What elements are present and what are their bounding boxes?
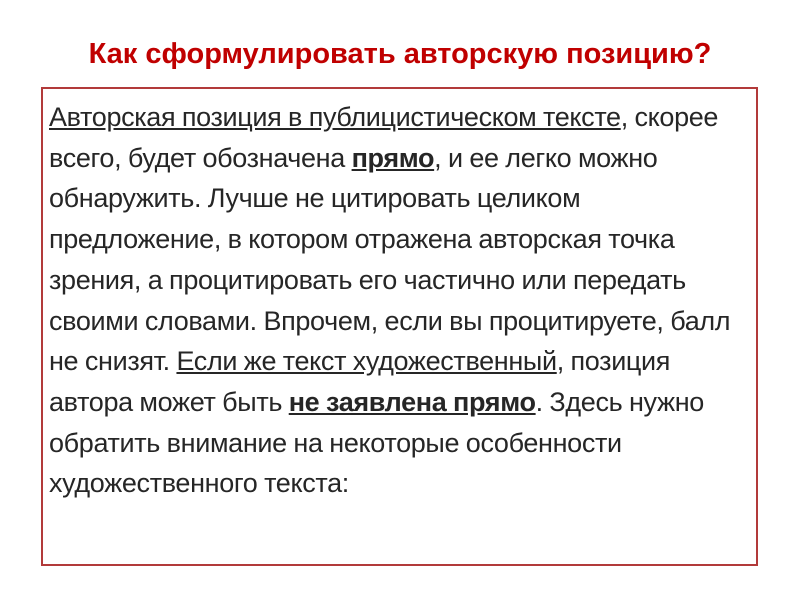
artistic-text-phrase: Если же текст художественный: [176, 346, 557, 377]
text-box: [41, 87, 758, 566]
text-segment: , скорее всего, будет обозначена: [49, 102, 719, 173]
not-stated-directly-emphasis: не заявлена прямо: [288, 386, 536, 417]
slide-title: Как сформулировать авторскую позицию?: [88, 38, 712, 70]
body-paragraph: [49, 97, 750, 504]
publicistic-text-phrase: Авторская позиция в публицистическом тексте: [49, 102, 621, 132]
directly-emphasis: прямо: [351, 142, 435, 173]
text-segment: . Здесь нужно обратить внимание на некоторые особенности художественного текста:: [49, 386, 704, 499]
text-segment: , позиция автора может быть: [49, 346, 671, 417]
text-segment: , и ее легко можно обнаружить. Лучше не цитировать целиком предложение, в котором отражена авторская точка зрения, а процитировать его частично или передать своими словами. Впрочем, если вы процитируете, балл не снизят.: [49, 142, 731, 377]
